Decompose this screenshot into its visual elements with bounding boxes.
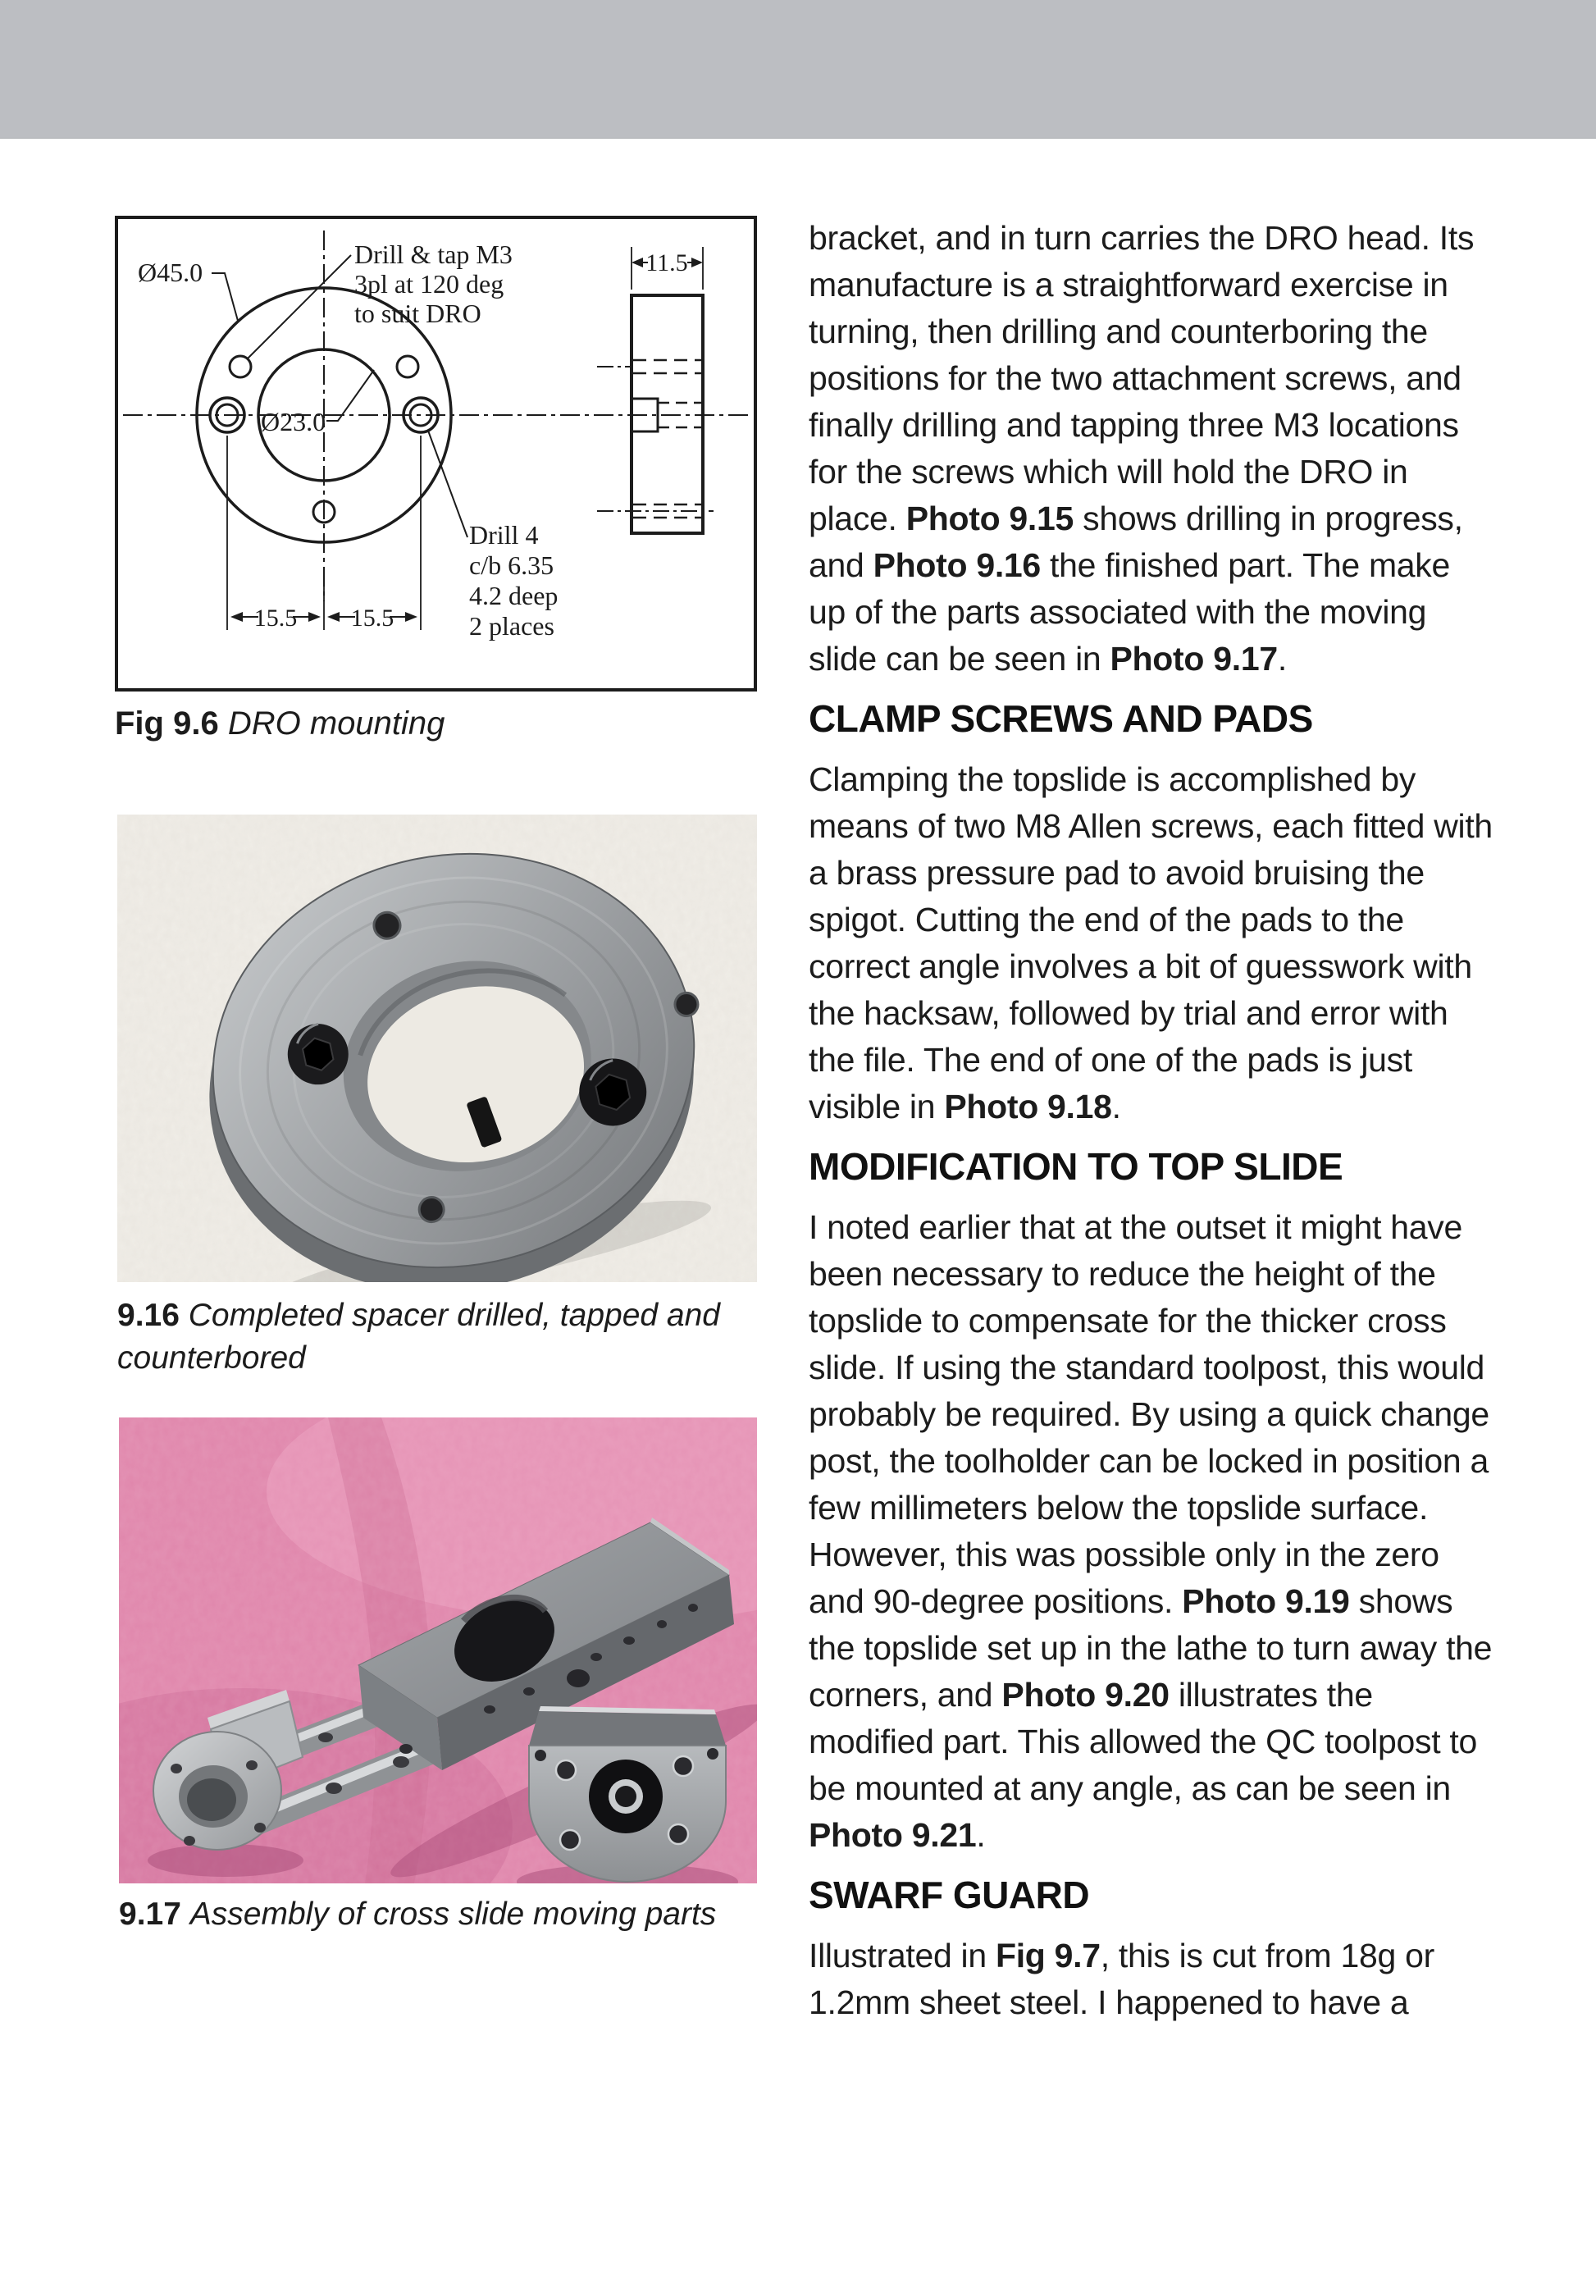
label-drill-tap-line3: to suit DRO — [354, 299, 481, 328]
text-run: bracket, and in turn carries the DRO head. Its manufacture is a straightforward exercise in turning, then drilling and counterboring the positions for the two attachment screws, and finally drilling and tapping three M3 locations for the screws which will hold the DRO in place. — [809, 219, 1475, 537]
photo-caption-label: 9.17 — [119, 1897, 181, 1932]
text-run: shows the topslide set up in the lathe to turn away the corners, and — [809, 1582, 1493, 1714]
section-heading: CLAMP SCREWS AND PADS — [809, 697, 1313, 740]
dim-left: 15.5 — [253, 605, 298, 632]
bold-reference: Fig 9.7 — [995, 1937, 1101, 1974]
text-run: , this is cut from 18g or 1.2mm sheet steel. I happened to have a — [809, 1937, 1434, 2021]
photo-caption-9-16 — [117, 1294, 782, 1380]
body-paragraph — [809, 215, 1493, 682]
text-run: . — [976, 1816, 986, 1854]
dim-thickness: 11.5 — [645, 249, 688, 276]
figure-caption — [115, 702, 771, 745]
section-heading: MODIFICATION TO TOP SLIDE — [809, 1145, 1343, 1188]
bold-reference: Photo 9.19 — [1182, 1582, 1350, 1620]
article-column — [809, 215, 1493, 2026]
text-run: . — [1277, 640, 1287, 678]
bold-reference: Photo 9.18 — [944, 1088, 1112, 1125]
label-drill-tap-line1: Drill & tap M3 — [354, 240, 513, 269]
label-counterbore-line3: 4.2 deep — [469, 581, 559, 610]
bold-reference: Photo 9.21 — [809, 1816, 977, 1854]
photo-caption-text: Assembly of cross slide moving parts — [189, 1897, 717, 1932]
photo-caption-label: 9.16 — [117, 1298, 180, 1333]
photo-caption-text: Completed spacer drilled, tapped and counterbored — [117, 1298, 720, 1376]
text-run: . — [1111, 1088, 1121, 1125]
page-header-band — [0, 0, 1596, 139]
technical-drawing-dro-mounting — [115, 216, 757, 692]
bold-reference: Photo 9.15 — [905, 500, 1074, 537]
text-run: Clamping the topslide is accomplished by means of two M8 Allen screws, each fitted with a brass pressure pad to avoid bruising the spigot. Cutting the end of the pads to the correct angle involves a bit of guesswork with the hacksaw, followed by trial and error with the file. The end of one of the pads is just visible in — [809, 760, 1493, 1125]
label-inner-diameter: Ø23.0 — [261, 407, 326, 436]
bold-reference: Photo 9.20 — [1001, 1676, 1170, 1714]
section-heading: SWARF GUARD — [809, 1874, 1090, 1916]
label-outer-diameter: Ø45.0 — [138, 258, 203, 287]
label-counterbore-line4: 2 places — [469, 611, 554, 641]
bold-reference: Photo 9.17 — [1110, 640, 1278, 678]
bold-reference: Photo 9.16 — [873, 546, 1041, 584]
text-run: the finished part. The make up of the parts associated with the moving slide can be seen in — [809, 546, 1451, 678]
photo-9-17-assembly — [119, 1417, 757, 1883]
text-run: shows drilling in progress, and — [809, 500, 1463, 584]
label-drill-tap-line2: 3pl at 120 deg — [354, 269, 504, 299]
label-counterbore-line1: Drill 4 — [469, 520, 539, 550]
dim-right: 15.5 — [350, 605, 394, 632]
page-footer — [0, 2157, 1596, 2256]
body-paragraph — [809, 1933, 1493, 2026]
body-paragraph — [809, 756, 1493, 1130]
text-run: I noted earlier that at the outset it might have been necessary to reduce the height of the topslide to compensate for the thicker cross slide. If using the standard toolpost, this would probably be required. By using a quick change post, the toolholder can be locked in position a few millimeters below the topslide surface. However, this was possible only in the zero and 90-degree positions. — [809, 1208, 1489, 1620]
label-counterbore-line2: c/b 6.35 — [469, 550, 554, 580]
text-run: Illustrated in — [809, 1937, 996, 1974]
body-paragraph — [809, 1204, 1493, 1859]
figure-caption-label: Fig 9.6 — [115, 705, 219, 742]
photo-9-16-spacer — [117, 815, 757, 1282]
bracket-part — [529, 1706, 726, 1882]
text-run: illustrates the modified part. This allowed the QC toolpost to be mounted at any angle, as can be seen in — [809, 1676, 1477, 1807]
figure-caption-text: DRO mounting — [227, 705, 445, 742]
photo-caption-9-17 — [119, 1893, 783, 1936]
